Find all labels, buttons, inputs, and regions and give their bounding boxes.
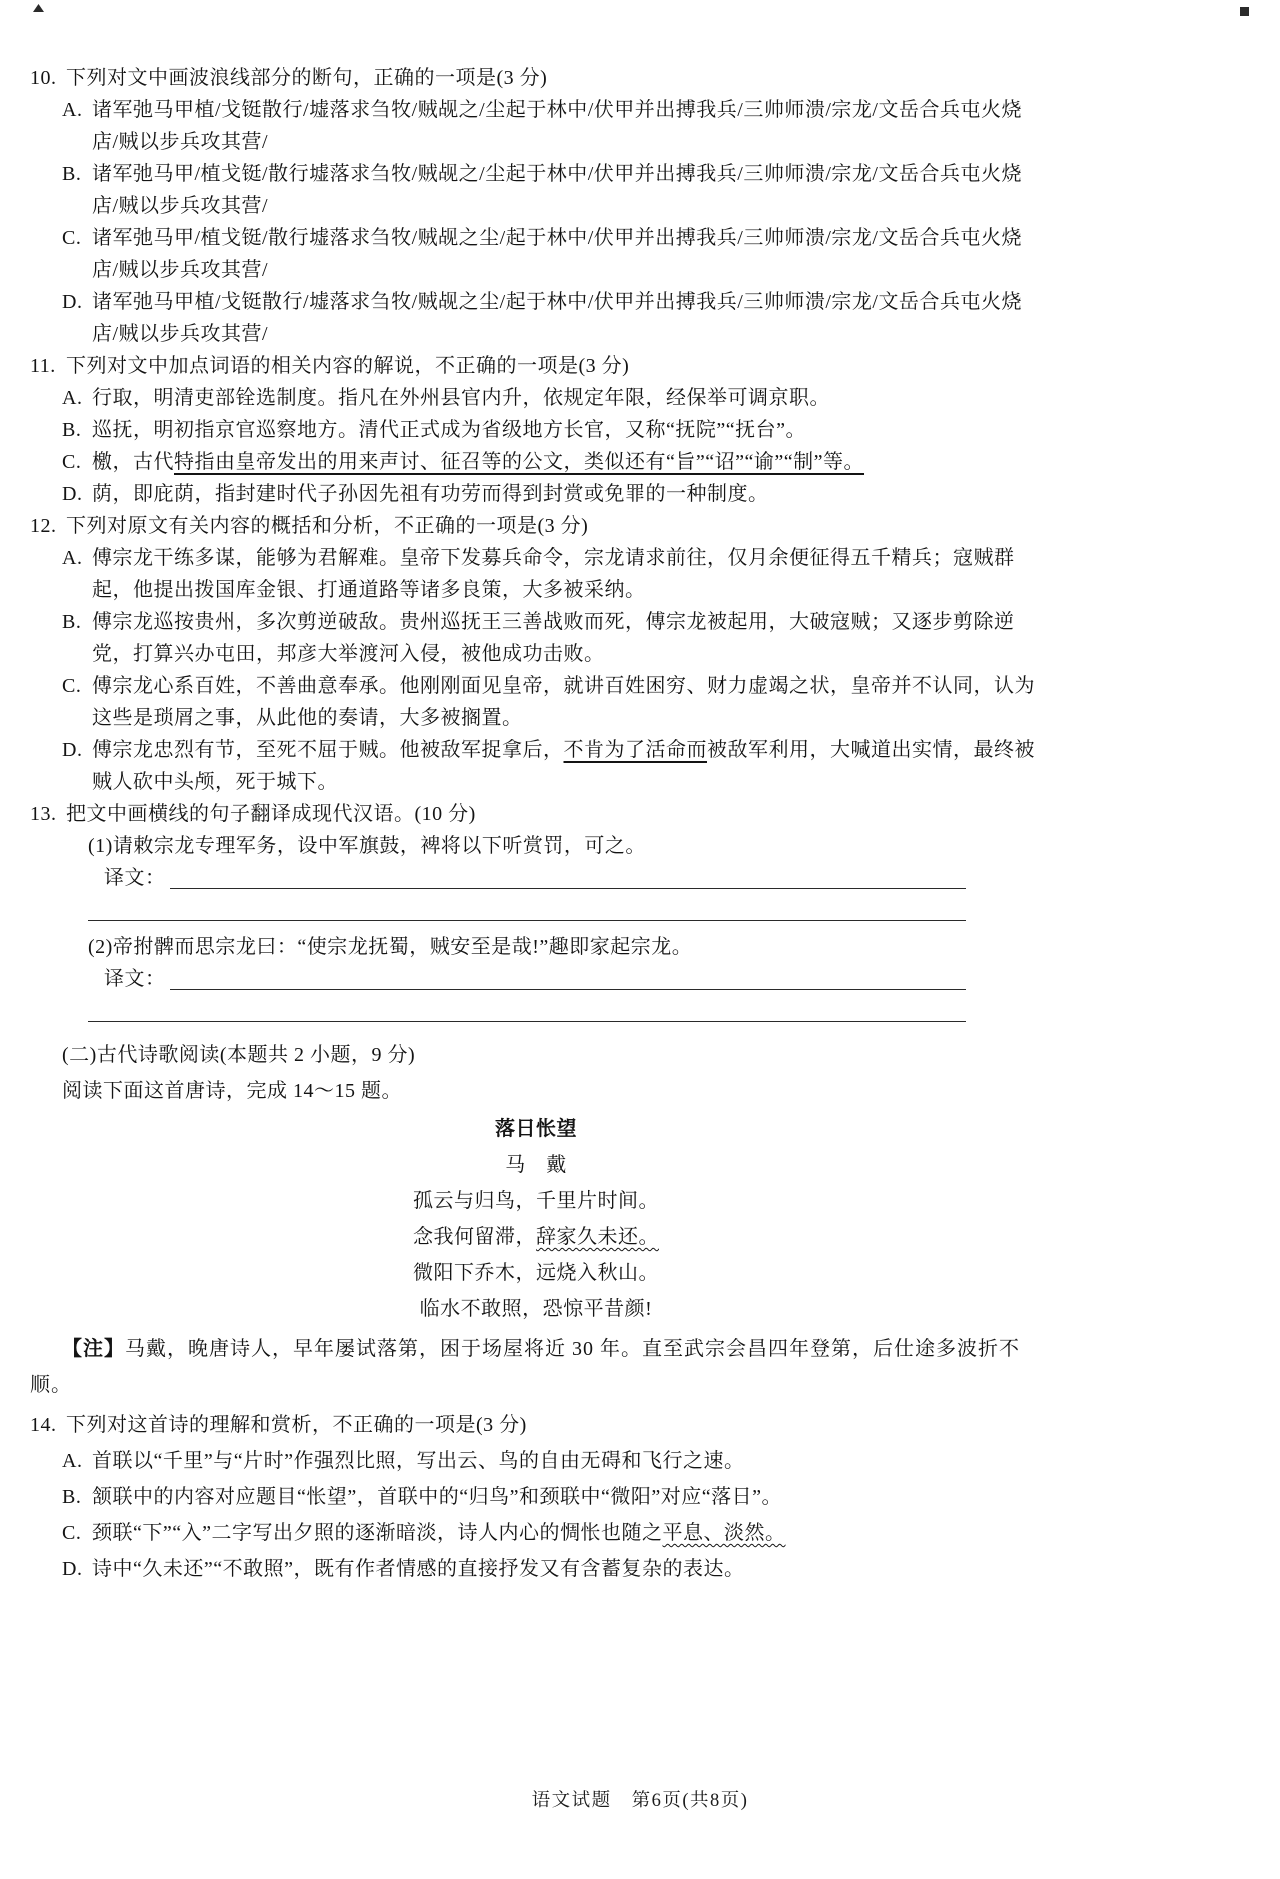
question-12-option-a [30, 542, 1042, 606]
question-13 [30, 798, 1042, 1029]
answer-blank-line [88, 894, 966, 928]
option-c-label: C. [62, 1522, 82, 1544]
question-13-answer-row-1 [30, 862, 1042, 894]
option-a-text: 傅宗龙干练多谋，能够为君解难。皇帝下发募兵命令，宗龙请求前往，仅月余便征得五千精兵；寇贼群起，他提出拨国库金银、打通道路等诸多良策，大多被采纳。 [92, 547, 1015, 601]
option-a-label: A. [62, 99, 83, 121]
section-2-intro: 阅读下面这首唐诗，完成 14～15 题。 [62, 1080, 402, 1102]
option-b-text: 诸军弛马甲/植戈铤/散行墟落求刍牧/贼觇之/尘起于林中/伏甲并出搏我兵/三帅师溃/宗龙/文岳合兵屯火烧店/贼以步兵攻其营/ [92, 163, 1022, 217]
question-14-option-c [30, 1515, 1042, 1551]
question-11-stem: 下列对文中加点词语的相关内容的解说，不正确的一项是(3 分) [66, 355, 630, 377]
question-11-option-c [30, 446, 1042, 478]
poem-line-4: 临水不敢照，恐惊平昔颜! [419, 1298, 653, 1320]
answer-blank-line [170, 963, 966, 995]
option-b-label: B. [62, 611, 82, 633]
translation-label-2: 译文： [104, 968, 166, 990]
page-footer: 语文试题 第6页(共8页) [531, 1791, 749, 1811]
question-12 [30, 510, 1042, 798]
option-a-text: 诸军弛马甲植/戈铤散行/墟落求刍牧/贼觇之/尘起于林中/伏甲并出搏我兵/三帅师溃/宗龙/文岳合兵屯火烧店/贼以步兵攻其营/ [92, 99, 1022, 153]
option-d-underlined-phrase: 不肯为了活命而 [563, 739, 707, 761]
question-13-head [30, 798, 1042, 830]
question-14-option-b [30, 1479, 1042, 1515]
option-d-text: 诸军弛马甲植/戈铤散行/墟落求刍牧/贼觇之尘/起于林中/伏甲并出搏我兵/三帅师溃/宗龙/文岳合兵屯火烧店/贼以步兵攻其营/ [92, 291, 1022, 345]
option-c-text-plain: 檄，古代 [92, 451, 174, 473]
option-d-text-after: 被敌军利用，大喊道出实情，最终被贼人砍中头颅，死于城下。 [92, 739, 1035, 793]
question-13-sentence-1: (1)请敕宗龙专理军务，设中军旗鼓，裨将以下听赏罚，可之。 [88, 835, 646, 857]
option-c-wavy-underlined: 平息、淡然。 [662, 1522, 786, 1544]
option-d-text [92, 734, 1042, 798]
poem-title: 落日怅望 [495, 1118, 577, 1140]
option-d-label: D. [62, 291, 83, 313]
option-c-text-plain: 颈联“下”“入”二字写出夕照的逐渐暗淡，诗人内心的惆怅也随之 [92, 1522, 663, 1544]
question-12-option-d [30, 734, 1042, 798]
question-11-head [30, 350, 1042, 382]
question-13-number: 13. [30, 803, 57, 825]
option-c-label: C. [62, 451, 82, 473]
question-13-answer-row-2 [30, 963, 1042, 995]
note-text: 马戴，晚唐诗人，早年屡试落第，困于场屋将近 30 年。直至武宗会昌四年登第，后仕途多波折不顺。 [30, 1338, 1020, 1396]
answer-blank-line [88, 995, 966, 1029]
option-d-label: D. [62, 483, 83, 505]
page-content [30, 62, 1042, 1587]
question-14-stem: 下列对这首诗的理解和赏析，不正确的一项是(3 分) [66, 1414, 527, 1436]
question-14-option-d [30, 1551, 1042, 1587]
question-11-option-a [30, 382, 1042, 414]
option-c-underlined-phrase: 特指由皇帝发出的用来声讨、征召等的公文，类似还有“旨”“诏”“谕”“制”等。 [174, 451, 865, 473]
question-12-option-b [30, 606, 1042, 670]
option-c-text: 傅宗龙心系百姓，不善曲意奉承。他刚刚面见皇帝，就讲百姓困穷、财力虚竭之状，皇帝并不认同，认为这些是琐屑之事，从此他的奏请，大多被搁置。 [92, 675, 1035, 729]
option-a-label: A. [62, 547, 83, 569]
poem-line-2 [30, 1219, 1042, 1255]
poem [30, 1111, 1042, 1327]
option-c-text [92, 1515, 1042, 1551]
option-d-text: 诗中“久未还”“不敢照”，既有作者情感的直接抒发又有含蓄复杂的表达。 [92, 1558, 745, 1580]
poem-line-2-plain: 念我何留滞， [413, 1226, 536, 1248]
question-11 [30, 350, 1042, 510]
option-d-text-before: 傅宗龙忠烈有节，至死不屈于贼。他被敌军捉拿后， [92, 739, 564, 761]
option-a-label: A. [62, 1450, 83, 1472]
question-12-option-c [30, 670, 1042, 734]
question-10-stem: 下列对文中画波浪线部分的断句，正确的一项是(3 分) [66, 67, 548, 89]
option-a-text: 首联以“千里”与“片时”作强烈比照，写出云、鸟的自由无碍和飞行之速。 [92, 1450, 745, 1472]
question-10-option-c [30, 222, 1042, 286]
translation-label-1: 译文： [104, 867, 166, 889]
poetry-section [30, 1037, 1042, 1587]
option-c-label: C. [62, 227, 82, 249]
note-label: 【注】 [62, 1338, 125, 1360]
option-b-label: B. [62, 1486, 82, 1508]
option-b-text: 巡抚，明初指京官巡察地方。清代正式成为省级地方长官，又称“抚院”“抚台”。 [92, 419, 807, 441]
question-14-head [30, 1407, 1042, 1443]
scan-artifact-top-left [33, 4, 44, 12]
question-12-number: 12. [30, 515, 57, 537]
question-13-sentence-2: (2)帝拊髀而思宗龙曰：“使宗龙抚蜀，贼安至是哉!”趣即家起宗龙。 [88, 936, 693, 958]
poem-line-3: 微阳下乔木，远烧入秋山。 [413, 1262, 659, 1284]
question-11-number: 11. [30, 355, 56, 377]
section-2-heading: (二)古代诗歌阅读(本题共 2 小题，9 分) [62, 1044, 416, 1066]
poem-line-2-wavy-underlined: 辞家久未还。 [536, 1226, 659, 1248]
question-10-number: 10. [30, 67, 57, 89]
option-b-text: 颔联中的内容对应题目“怅望”，首联中的“归鸟”和颈联中“微阳”对应“落日”。 [92, 1486, 783, 1508]
question-11-option-d [30, 478, 1042, 510]
question-12-head [30, 510, 1042, 542]
question-10-head [30, 62, 1042, 94]
option-c-text [92, 446, 1042, 478]
question-14-option-a [30, 1443, 1042, 1479]
option-a-text: 行取，明清吏部铨选制度。指凡在外州县官内升，依规定年限，经保举可调京职。 [92, 387, 830, 409]
question-10-option-d [30, 286, 1042, 350]
answer-blank-line [170, 862, 966, 894]
question-14 [30, 1407, 1042, 1587]
question-10 [30, 62, 1042, 350]
option-b-label: B. [62, 419, 82, 441]
question-12-stem: 下列对原文有关内容的概括和分析，不正确的一项是(3 分) [66, 515, 589, 537]
poem-author: 马 戴 [505, 1154, 567, 1176]
option-b-label: B. [62, 163, 82, 185]
question-13-stem: 把文中画横线的句子翻译成现代汉语。(10 分) [66, 803, 476, 825]
poem-note [30, 1331, 1042, 1403]
option-b-text: 傅宗龙巡按贵州，多次剪逆破敌。贵州巡抚王三善战败而死，傅宗龙被起用，大破寇贼；又逐步剪除逆党，打算兴办屯田，邦彦大举渡河入侵，被他成功击败。 [92, 611, 1015, 665]
question-10-option-a [30, 94, 1042, 158]
question-14-number: 14. [30, 1414, 57, 1436]
option-c-text: 诸军弛马甲/植戈铤/散行墟落求刍牧/贼觇之尘/起于林中/伏甲并出搏我兵/三帅师溃/宗龙/文岳合兵屯火烧店/贼以步兵攻其营/ [92, 227, 1022, 281]
option-d-label: D. [62, 1558, 83, 1580]
option-d-text: 荫，即庇荫，指封建时代子孙因先祖有功劳而得到封赏或免罪的一种制度。 [92, 483, 769, 505]
option-a-label: A. [62, 387, 83, 409]
question-11-option-b [30, 414, 1042, 446]
poem-line-1: 孤云与归鸟，千里片时间。 [413, 1190, 659, 1212]
option-c-label: C. [62, 675, 82, 697]
scan-artifact-top-right [1240, 7, 1249, 16]
option-d-label: D. [62, 739, 83, 761]
question-10-option-b [30, 158, 1042, 222]
